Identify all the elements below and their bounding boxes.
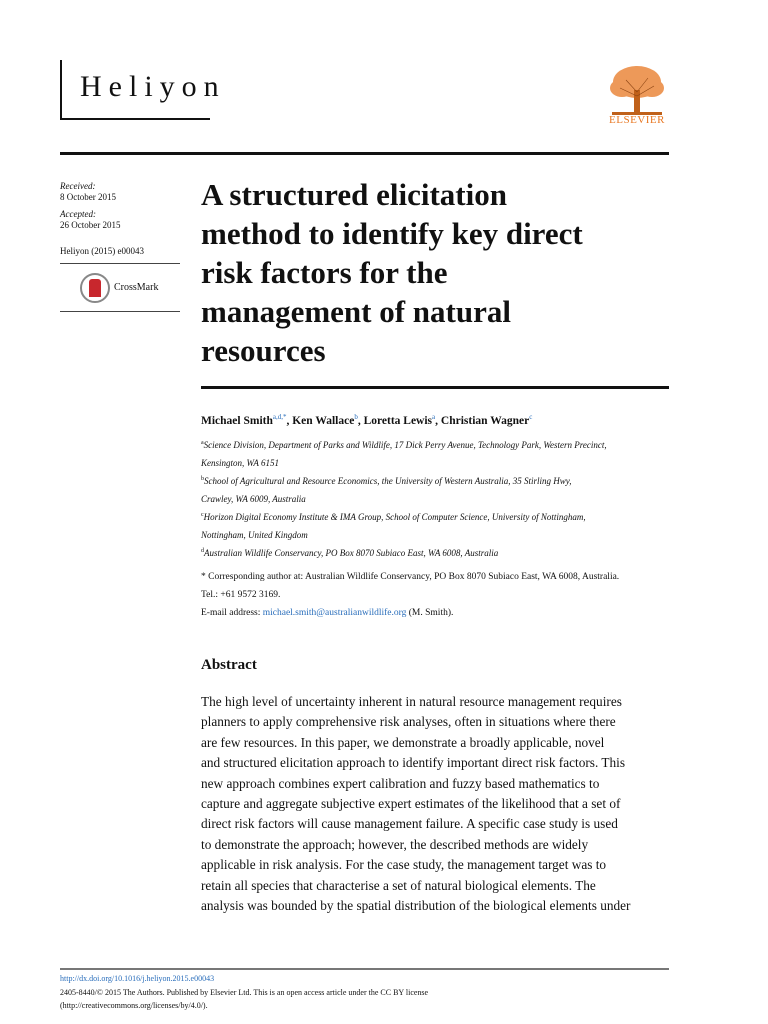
accepted-date: 26 October 2015 [60,220,121,230]
author-affiliation-marker[interactable]: c [529,413,533,421]
affiliation-c [201,506,671,544]
abstract-heading: Abstract [201,657,257,673]
email-suffix: (M. Smith). [406,608,454,618]
email-label: E-mail address: [201,608,263,618]
journal-name: Heliyon [80,70,226,103]
footer-rule [60,968,669,970]
affiliation-text: Australian Wildlife Conservancy, PO Box 8070 Subiaco East, WA 6008, Australia [204,548,499,558]
author-separator: , [286,414,293,427]
abstract-line: direct risk factors will cause management failure. A specific case study is used [201,816,618,832]
abstract-line: new approach combines expert calibration and fuzzy based mathematics to [201,775,600,791]
abstract-line: planners to apply comprehensive risk analyses, often in situations where there [201,714,616,730]
author-affiliation-marker[interactable]: a,d,* [272,413,287,421]
corresponding-author [201,568,671,622]
author-affiliation-marker[interactable]: b [354,413,358,421]
title-line: management of natural [201,294,511,329]
title-line: method to identify key direct [201,216,583,251]
author-separator: , [357,414,364,427]
author-name[interactable]: Loretta Lewis [363,414,433,427]
title-rule [201,386,669,389]
license-link[interactable]: (http://creativecommons.org/licenses/by/4.0/). [60,1001,208,1010]
title-line: A structured elicitation [201,177,507,212]
copyright-notice: 2405-8440/© 2015 The Authors. Published by Elsevier Ltd. This is an open access article under the CC BY license [60,988,429,997]
accepted-label: Accepted: [60,209,96,219]
affiliation-a [201,434,671,472]
crossmark-label[interactable]: CrossMark [114,282,159,293]
author-name[interactable]: Ken Wallace [292,414,355,427]
affiliation-text: Crawley, WA 6009, Australia [201,494,306,504]
abstract-line: and structured elicitation approach to identify important direct risk factors. This [201,755,626,771]
email-link[interactable]: michael.smith@australianwildlife.org [262,608,407,618]
corresponding-address: * Corresponding author at: Australian Wildlife Conservancy, PO Box 8070 Subiaco East, WA 6008, Australia. [201,572,620,582]
doi-link[interactable]: http://dx.doi.org/10.1016/j.heliyon.2015.e00043 [60,974,215,983]
abstract-line: capture and aggregate subjective expert estimates of the likelihood that a set of [201,796,621,812]
abstract-line: retain all species that characterise a set of natural biological elements. The [201,877,596,893]
affiliation-text: Kensington, WA 6151 [201,458,279,468]
abstract-body [201,692,671,916]
affiliation-marker: a [201,440,204,446]
author-name[interactable]: Christian Wagner [440,414,530,427]
abstract-line: to demonstrate the approach; however, the described methods are widely [201,836,589,852]
author-affiliation-marker[interactable]: a [432,413,436,421]
received-label: Received: [60,181,96,191]
publisher-logo-text: ELSEVIER [609,114,665,126]
author-name[interactable]: Michael Smith [201,414,273,427]
received-date: 8 October 2015 [60,192,116,202]
meta-divider-bottom [60,311,180,312]
title-line: risk factors for the [201,255,448,290]
abstract-line: applicable in risk analysis. For the case study, the management target was to [201,857,607,873]
abstract-line: analysis was bounded by the spatial distribution of the biological elements under [201,898,631,914]
affiliation-text: School of Agricultural and Resource Economics, the University of Western Australia, 35 Stirling Hwy, [204,476,572,486]
affiliation-marker: d [201,548,204,554]
corresponding-phone: Tel.: +61 9572 3169. [201,590,281,600]
author-separator: , [435,414,441,427]
citation: Heliyon (2015) e00043 [60,246,144,256]
article-title [201,175,671,370]
affiliation-marker: c [201,512,204,518]
affiliation-text: Nottingham, United Kingdom [201,530,308,540]
journal-bracket-vertical [60,60,62,120]
affiliation-d [201,542,671,562]
journal-bracket-horizontal [60,118,210,120]
affiliation-text: Horizon Digital Economy Institute & IMA Group, School of Computer Science, University of Nottingham, [203,512,586,522]
header-rule [60,152,669,155]
affiliation-text: Science Division, Department of Parks and Wildlife, 17 Dick Perry Avenue, Technology Park, Western Precinct, [203,440,607,450]
title-line: resources [201,333,326,368]
abstract-line: The high level of uncertainty inherent in natural resource management requires [201,694,622,709]
crossmark-icon[interactable] [80,273,110,303]
meta-divider-top [60,263,180,264]
affiliation-marker: b [201,476,204,482]
abstract-line: are few resources. In this paper, we demonstrate a broadly applicable, novel [201,734,605,750]
author-list [201,413,532,427]
affiliation-b [201,470,671,508]
